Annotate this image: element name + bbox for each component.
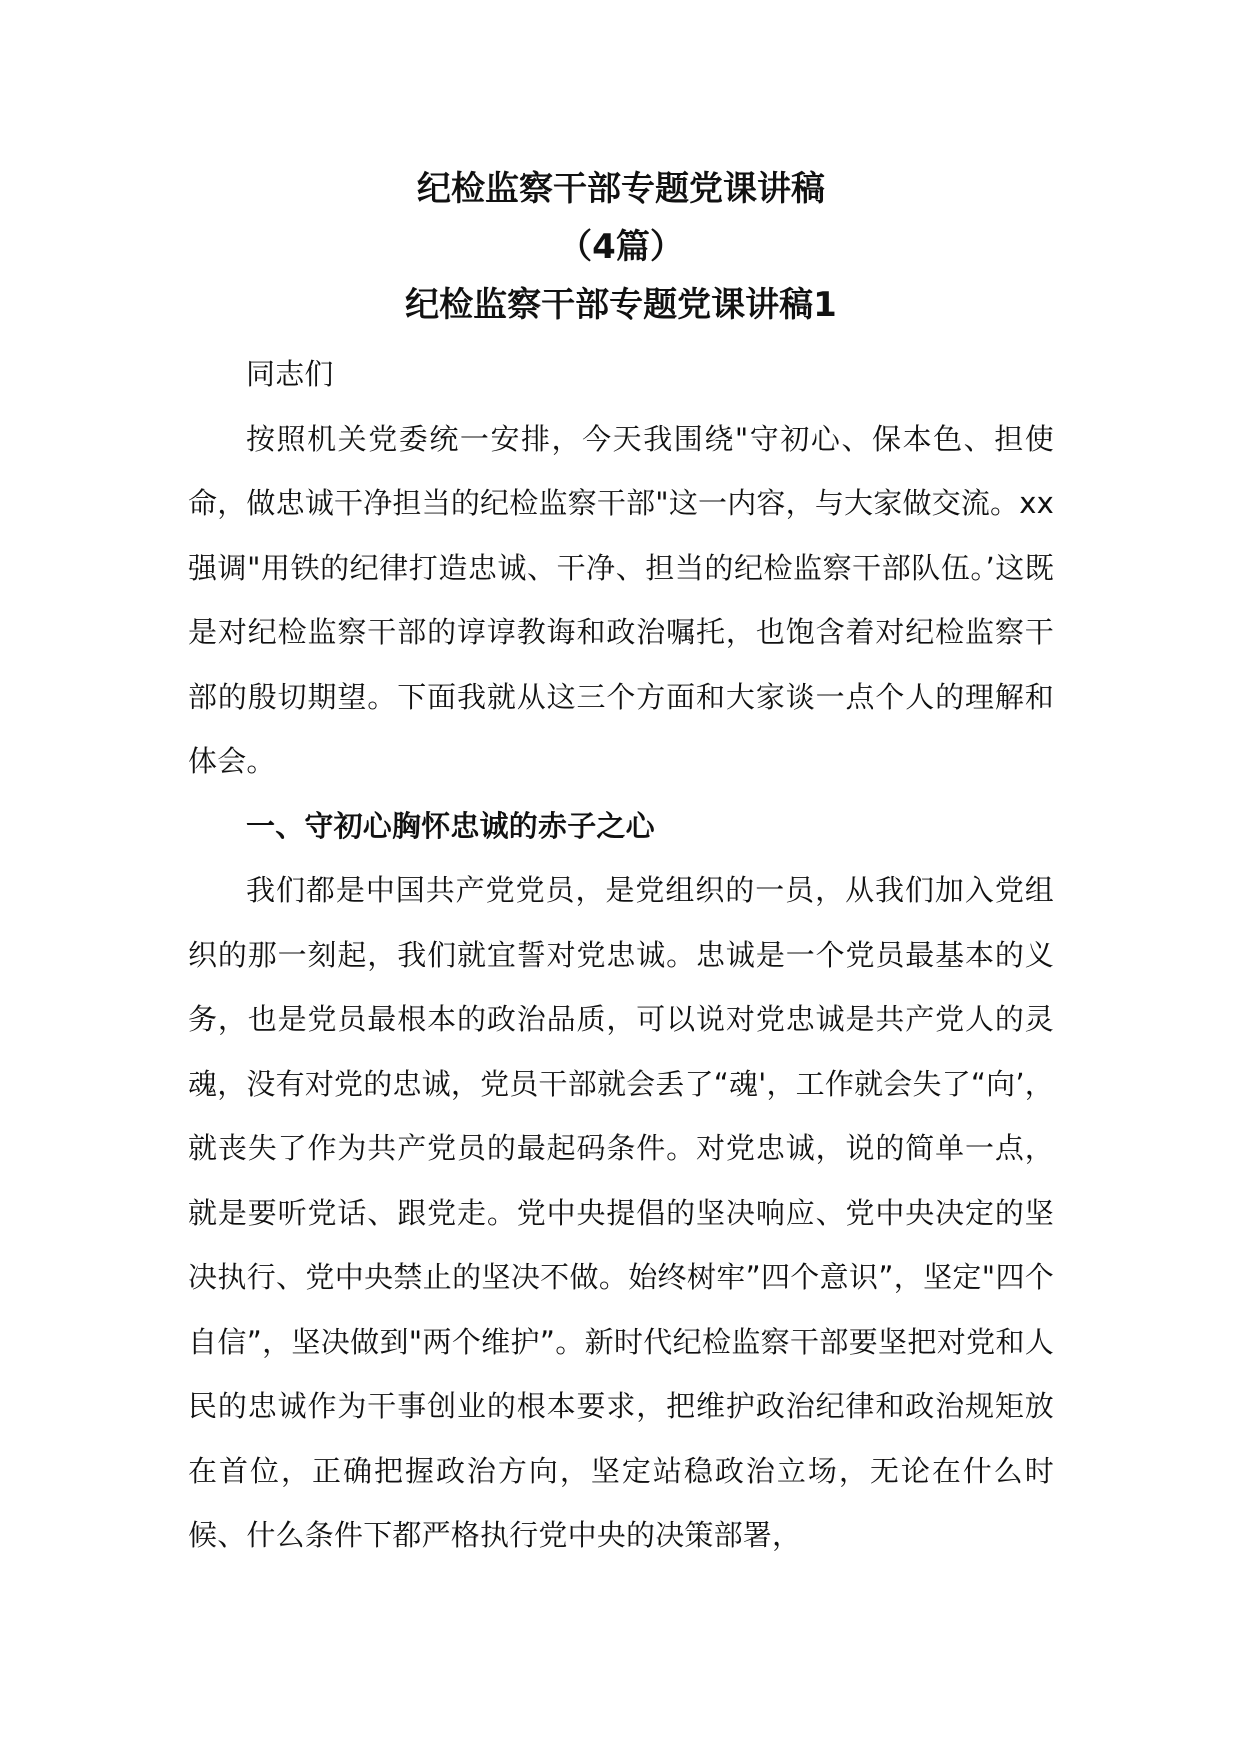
section-title: 纪检监察干部专题党课讲稿1	[405, 285, 837, 325]
document-content	[188, 160, 1054, 1568]
greeting: 同志们	[246, 357, 334, 391]
section-heading: 一、守初心胸怀忠诚的赤子之心	[246, 808, 655, 843]
paragraph-intro: 按照机关党委统一安排，今天我围绕"守初心、保本色、担使命，做忠诚干净担当的纪检监察干部"这一内容，与大家做交流。xx强调"用铁的纪律打造忠诚、干净、担当的纪检监察干部队伍。’这既是对纪检监察干部的谆谆教诲和政治嘱托，也饱含着对纪检监察干部的殷切期望。下面我就从这三个方面和大家谈一点个人的理解和体会。	[188, 421, 1054, 778]
document-title: 纪检监察干部专题党课讲稿	[417, 169, 825, 209]
paragraph-body: 我们都是中国共产党党员，是党组织的一员，从我们加入党组织的那一刻起，我们就宜誓对党忠诚。忠诚是一个党员最基本的义务，也是党员最根本的政治品质，可以说对党忠诚是共产党人的灵魂，没有对党的忠诚，党员干部就会丢了“魂'，工作就会失了“向’，就丧失了作为共产党员的最起码条件。对党忠诚，说的简单一点，就是要听党话、跟党走。党中央提倡的坚决响应、党中央决定的坚决执行、党中央禁止的坚决不做。始终树牢”四个意识”，坚定"四个自信”，坚决做到"两个维护”。新时代纪检监察干部要坚把对党和人民的忠诚作为干事创业的根本要求，把维护政治纪律和政治规矩放在首位，正确把握政治方向，坚定站稳政治立场，无论在什么时候、什么条件下都严格执行党中央的决策部署，	[188, 873, 1054, 1552]
document-count: （4篇）	[558, 227, 684, 267]
